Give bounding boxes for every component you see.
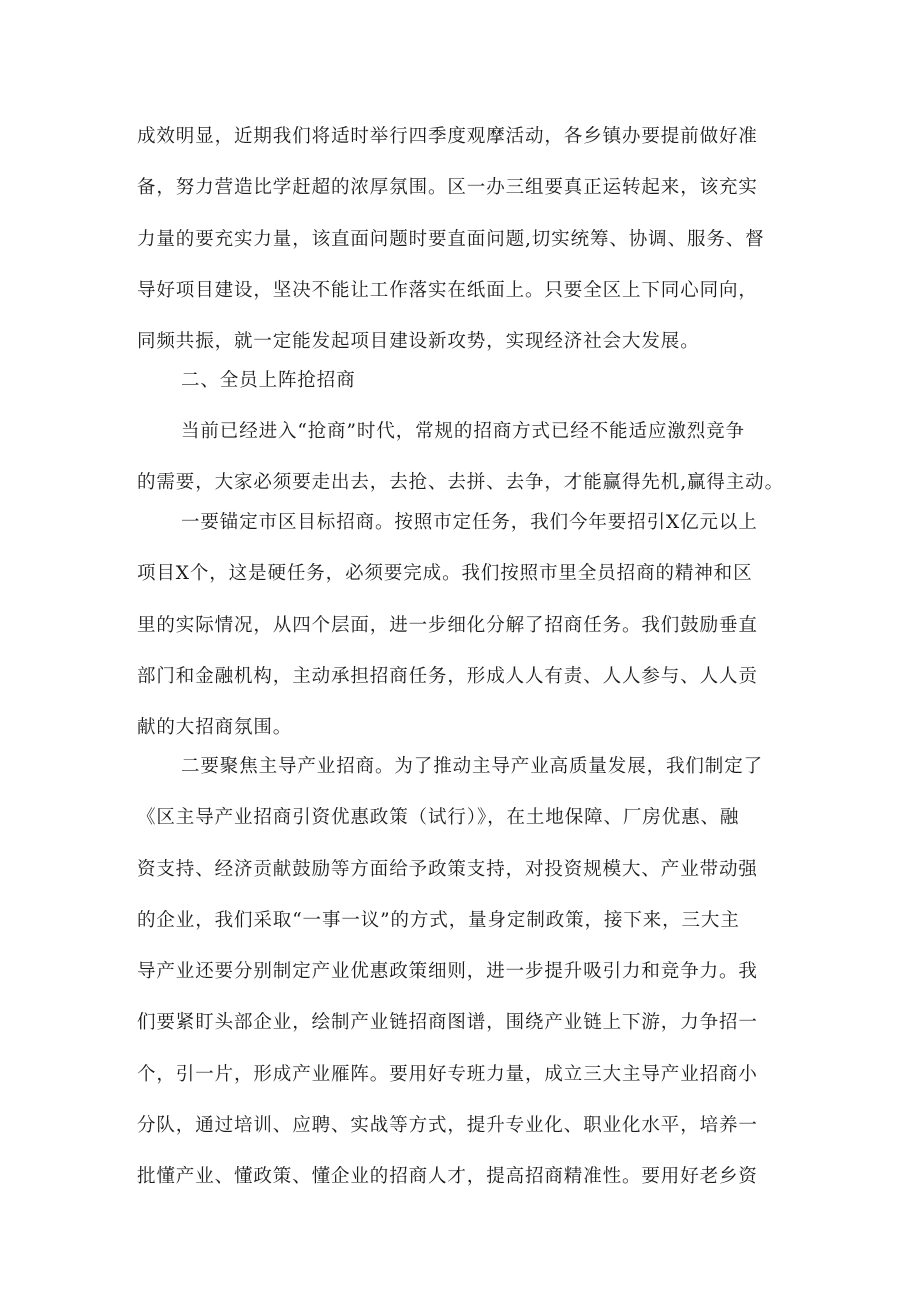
text-line: 献的大招商氛围。 [137,717,293,739]
text-line: 部门和金融机构，主动承担招商任务，形成人人有责、人人参与、人人贡 [137,665,758,687]
text-line: 《区主导产业招商引资优惠政策（试行）》，在土地保障、厂房优惠、融 [137,807,740,829]
text-line: 个，引一片，形成产业雁阵。要用好专班力量，成立三大主导产业招商小 [137,1063,758,1085]
heading-text: 二、全员上阵抢招商 [181,370,356,391]
text-line: 同频共振，就一定能发起项目建设新攻势，实现经济社会大发展。 [137,331,700,353]
text-line: 的需要，大家必须要走出去，去抢、去拼、去争，才能赢得先机,赢得主动。 [137,472,784,494]
text-line: 导产业还要分别制定产业优惠政策细则，进一步提升吸引力和竞争力。我 [137,961,758,983]
text-line: 分队，通过培训、应聘、实战等方式，提升专业化、职业化水平，培养一 [137,1115,758,1137]
text-line: 一要锚定市区目标招商。按照市定任务，我们今年要招引X亿元以上 [181,512,758,533]
text-line: 资支持、经济贡献鼓励等方面给予政策支持，对投资规模大、产业带动强 [137,858,758,880]
paragraph-4 [137,741,787,1203]
paragraph-3 [137,497,787,753]
text-line: 导好项目建设，坚决不能让工作落实在纸面上。只要全区上下同心同向， [137,279,758,301]
section-heading [181,355,831,406]
text-line: 备，努力营造比学赶超的浓厚氛围。区一办三组要真正运转起来，该充实 [137,177,758,199]
text-line: 的企业，我们采取“一事一议”的方式，量身定制政策，接下来，三大主 [137,909,740,931]
text-line: 当前已经进入“抢商”时代，常规的招商方式已经不能适应激烈竞争 [181,421,745,442]
text-line: 力量的要充实力量，该直面问题时要直面问题,切实统筹、协调、服务、督 [137,228,765,250]
text-line: 成效明显，近期我们将适时举行四季度观摩活动，各乡镇办要提前做好准 [137,126,758,147]
paragraph-2 [137,406,787,509]
text-line: 们要紧盯头部企业，绘制产业链招商图谱，围绕产业链上下游，力争招一 [137,1012,758,1034]
text-line: 里的实际情况，从四个层面，进一步细化分解了招商任务。我们鼓励垂直 [137,614,758,636]
paragraph-1 [137,111,787,367]
text-line: 批懂产业、懂政策、懂企业的招商人才，提高招商精准性。要用好老乡资 [137,1166,758,1188]
text-line: 项目X个，这是硬任务，必须要完成。我们按照市里全员招商的精神和区 [137,563,753,585]
text-line: 二要聚焦主导产业招商。为了推动主导产业高质量发展，我们制定了 [181,756,764,777]
